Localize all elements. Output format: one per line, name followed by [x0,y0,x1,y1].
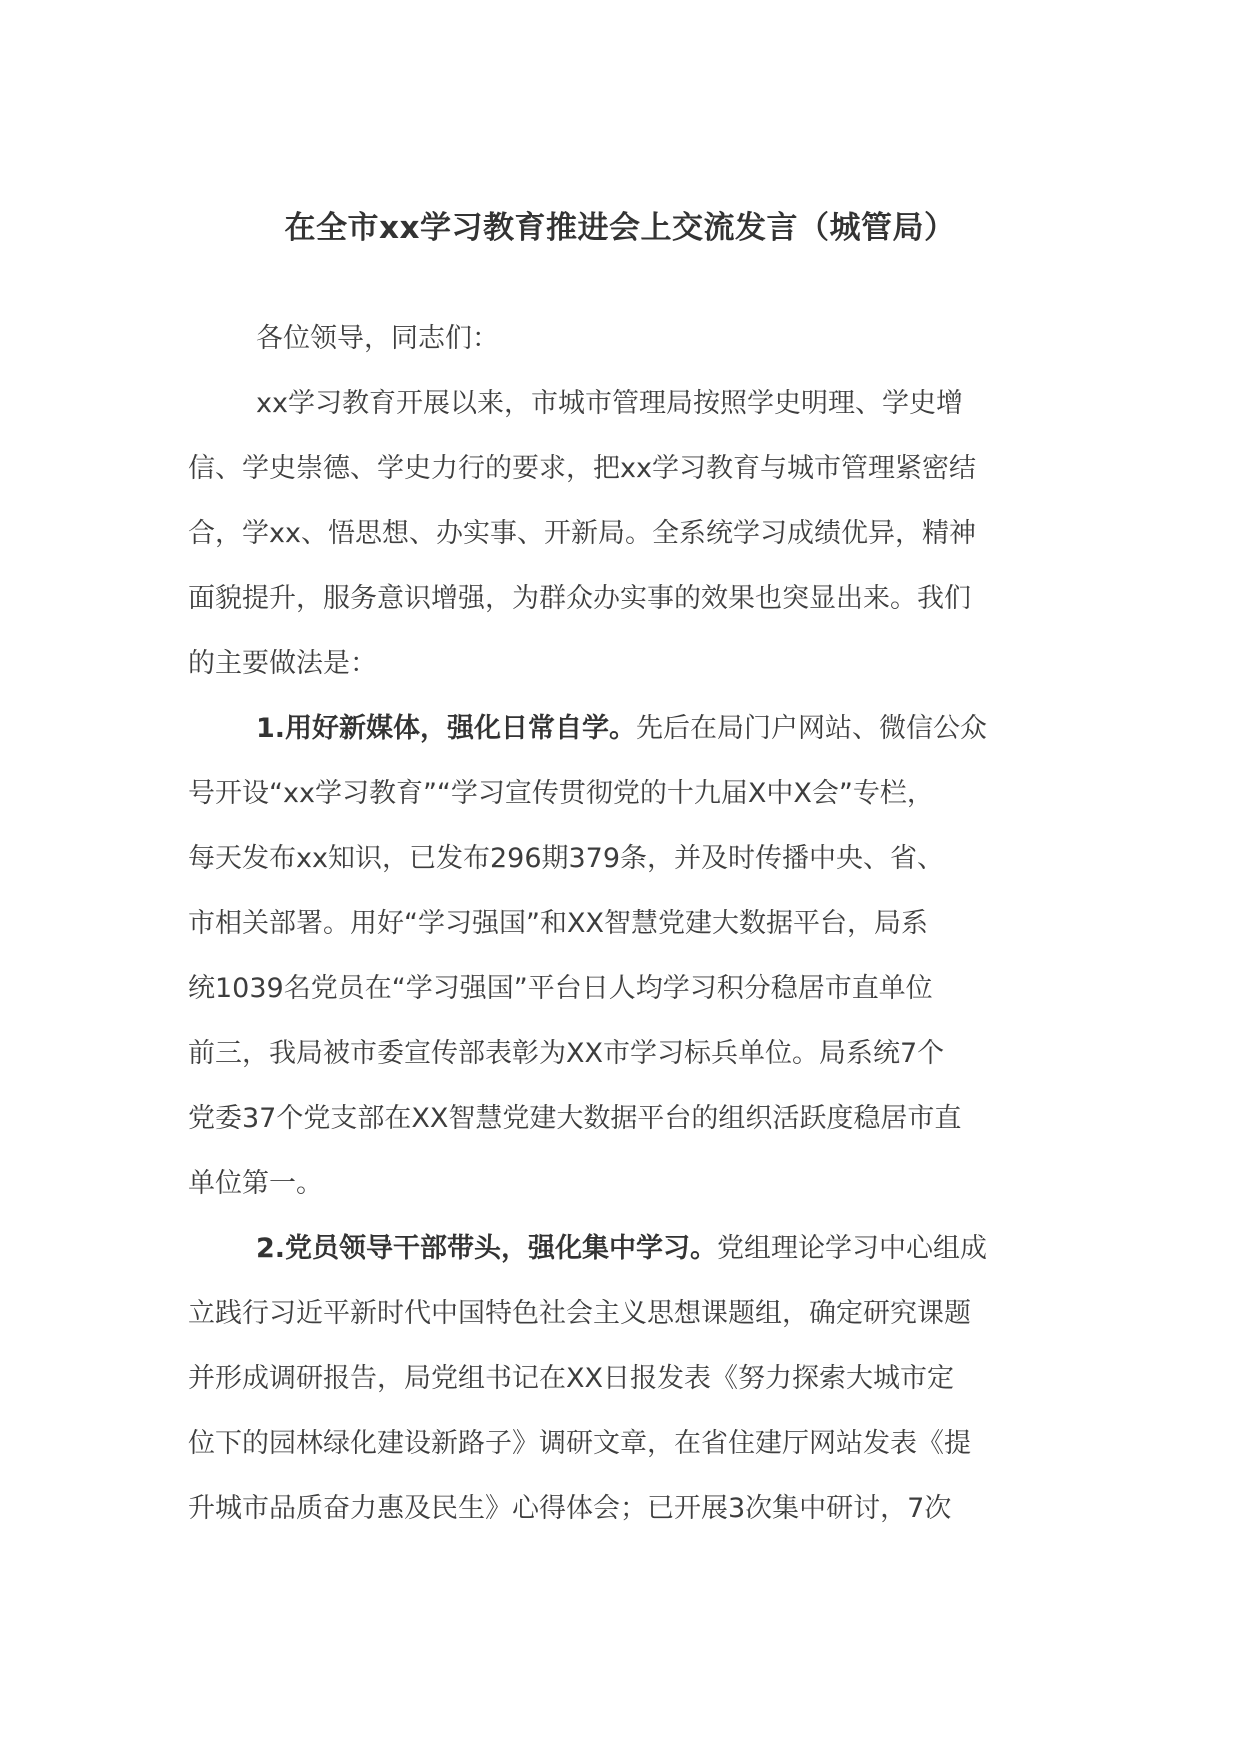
document-title: 在全市xx学习教育推进会上交流发言（城管局） [284,210,956,246]
section2-line: 升城市品质奋力惠及民生》心得体会；已开展3次集中研讨，7次 [188,1493,952,1524]
section2-first-line-text: 党组理论学习中心组成 [717,1233,988,1264]
section1-line: 每天发布xx知识，已发布296期379条，并及时传播中央、省、 [188,843,945,874]
intro-line: xx学习教育开展以来，市城市管理局按照学史明理、学史增 [256,388,963,419]
intro-line: 合，学xx、悟思想、办实事、开新局。全系统学习成绩优异，精神 [188,518,976,549]
section1-line: 统1039名党员在“学习强国”平台日人均学习积分稳居市直单位 [188,973,933,1004]
section2-first-line [188,1216,1088,1281]
section1-heading: 1.用好新媒体，强化日常自学。 [256,713,637,744]
document-body [188,306,1088,1541]
section2-line: 立践行习近平新时代中国特色社会主义思想课题组，确定研究课题 [188,1298,971,1329]
intro-line: 信、学史崇德、学史力行的要求，把xx学习教育与城市管理紧密结 [188,453,976,484]
section1-line: 单位第一。 [188,1168,323,1199]
section1-line: 市相关部署。用好“学习强国”和XX智慧党建大数据平台，局系 [188,908,928,939]
section1-line: 党委37个党支部在XX智慧党建大数据平台的组织活跃度稳居市直 [188,1103,962,1134]
section1-first-line-text: 先后在局门户网站、微信公众 [636,713,988,744]
section1-first-line [188,696,1088,761]
salutation: 各位领导，同志们： [256,323,499,354]
section2-heading: 2.党员领导干部带头，强化集中学习。 [256,1233,718,1264]
section1-line: 号开设“xx学习教育”“学习宣传贯彻党的十九届X中X会”专栏， [188,778,934,809]
section2-line: 并形成调研报告，局党组书记在XX日报发表《努力探索大城市定 [188,1363,954,1394]
section1-line: 前三，我局被市委宣传部表彰为XX市学习标兵单位。局系统7个 [188,1038,945,1069]
intro-line: 面貌提升，服务意识增强，为群众办实事的效果也突显出来。我们 [188,583,971,614]
section2-line: 位下的园林绿化建设新路子》调研文章，在省住建厅网站发表《提 [188,1428,971,1459]
intro-line: 的主要做法是： [188,648,377,679]
